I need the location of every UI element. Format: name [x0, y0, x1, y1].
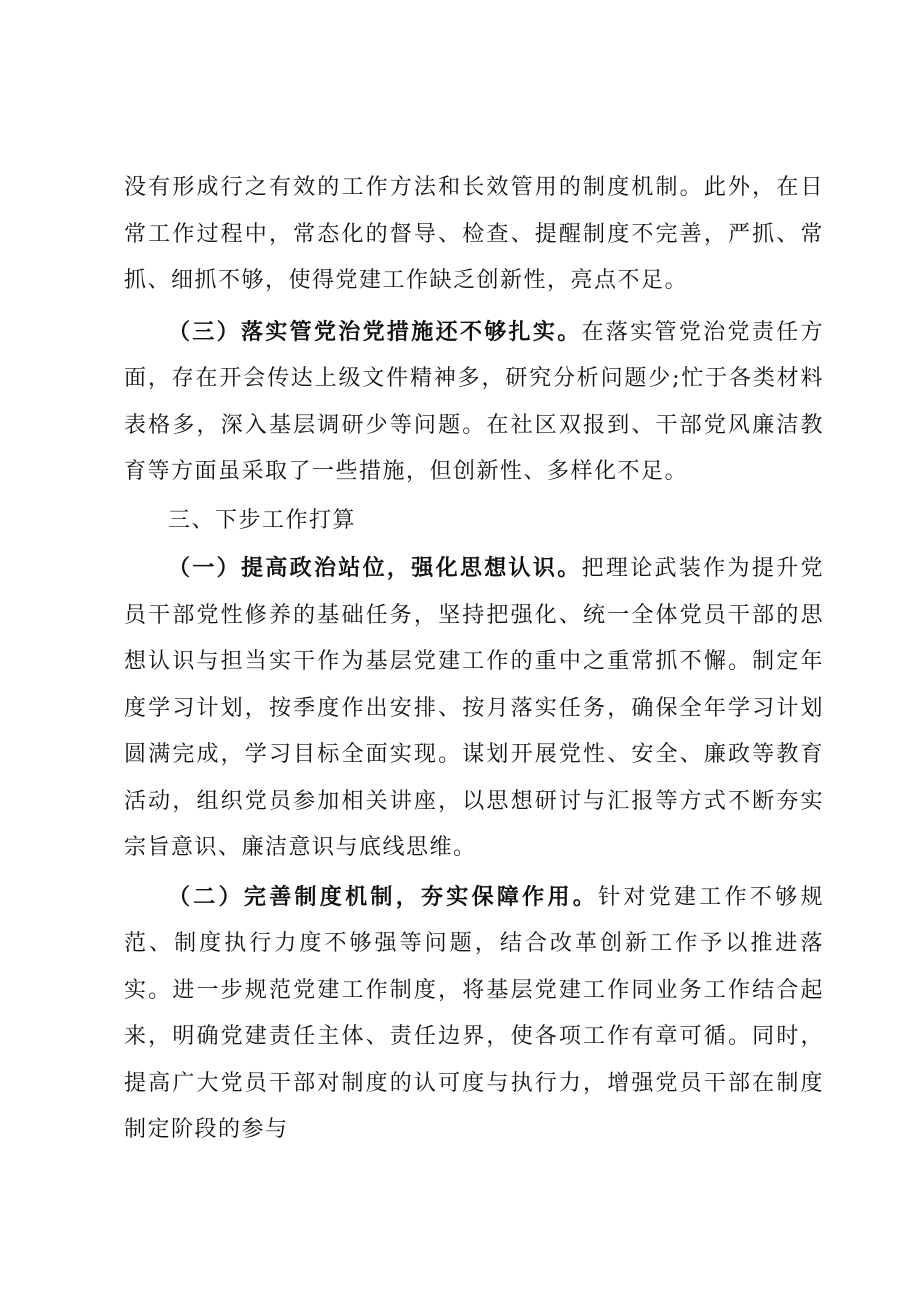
paragraph-text: 把理论武装作为提升党员干部党性修养的基础任务，坚持把强化、统一全体党员干部的思想认识与担当实干作为基层党建工作的重中之重常抓不懈。制定年度学习计划，按季度作出安排、按月落实任务，确保全年学习计划圆满完成，学习目标全面实现。谋划开展党性、安全、廉政等教育活动，组织党员参加相关讲座，以思想研讨与汇报等方式不断夯实宗旨意识、廉洁意识与底线思维。 [124, 556, 824, 860]
paragraph-lead-heading: （一）提高政治站位，强化思想认识。 [168, 556, 582, 581]
document-body [124, 165, 824, 1158]
paragraph-text: 没有形成行之有效的工作方法和长效管用的制度机制。此外，在日常工作过程中，常态化的督导、检查、提醒制度不完善，严抓、常抓、细抓不够，使得党建工作缺乏创新性，亮点不足。 [124, 175, 824, 293]
section-heading-next-steps [124, 498, 824, 545]
paragraph-lead-heading: （三）落实管党治党措施还不够扎实。 [168, 319, 582, 345]
paragraph-system-mechanism [124, 875, 824, 1154]
section-heading-text: 三、下步工作打算 [168, 507, 357, 533]
paragraph-political-stance [124, 546, 824, 872]
paragraph-implementation-measures [124, 310, 824, 496]
paragraph-lead-heading: （二）完善制度机制，夯实保障作用。 [168, 884, 599, 910]
paragraph-text: 在落实管党治党责任方面，存在开会传达上级文件精神多，研究分析问题少;忙于各类材料表格多，深入基层调研少等问题。在社区双报到、干部党风廉洁教育等方面虽采取了一些措施，但创新性、多样化不足。 [124, 319, 824, 484]
paragraph-text: 针对党建工作不够规范、制度执行力度不够强等问题，结合改革创新工作予以推进落实。进一步规范党建工作制度，将基层党建工作同业务工作结合起来，明确党建责任主体、责任边界，使各项工作有章可循。同时，提高广大党员干部对制度的认可度与执行力，增强党员干部在制度制定阶段的参与 [124, 884, 824, 1142]
paragraph-continuation [124, 165, 824, 305]
